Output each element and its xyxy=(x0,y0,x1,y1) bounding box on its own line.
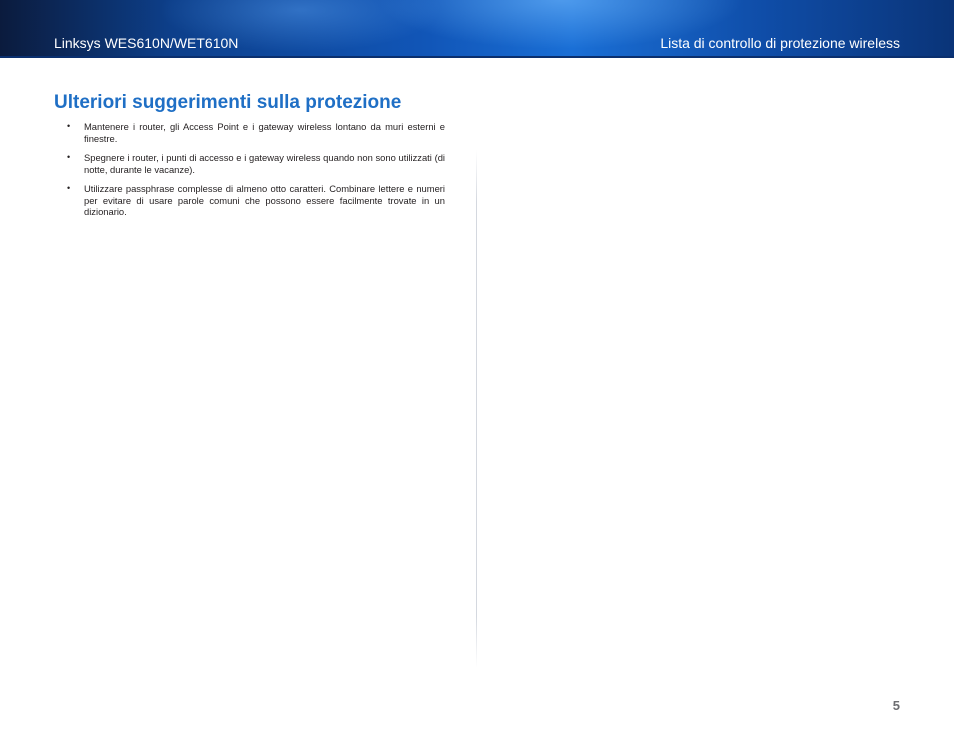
section-title: Ulteriori suggerimenti sulla protezione xyxy=(54,92,402,113)
page-number: 5 xyxy=(892,698,900,713)
list-item xyxy=(54,183,445,218)
list-item-text: Spegnere i router, i punti di accesso e i gateway wireless quando non sono utilizzati (di notte, durante le vacanze). xyxy=(84,152,445,175)
header-product-name: Linksys WES610N/WET610N xyxy=(54,35,239,51)
tips-list xyxy=(54,121,445,226)
list-item xyxy=(54,121,445,144)
list-item-text: Mantenere i router, gli Access Point e i gateway wireless lontano da muri esterni e finestre. xyxy=(84,121,445,144)
page-header-banner xyxy=(0,0,954,58)
column-divider xyxy=(476,150,477,668)
list-item xyxy=(54,152,445,175)
bullet-icon: • xyxy=(67,152,71,162)
list-item-text: Utilizzare passphrase complesse di almeno otto caratteri. Combinare lettere e numeri per evitare di usare parole comuni che possono essere facilmente trovate in un dizionario. xyxy=(84,183,445,217)
bullet-icon: • xyxy=(67,121,71,131)
bullet-icon: • xyxy=(67,183,71,193)
header-section-title: Lista di controllo di protezione wireless xyxy=(660,35,900,51)
